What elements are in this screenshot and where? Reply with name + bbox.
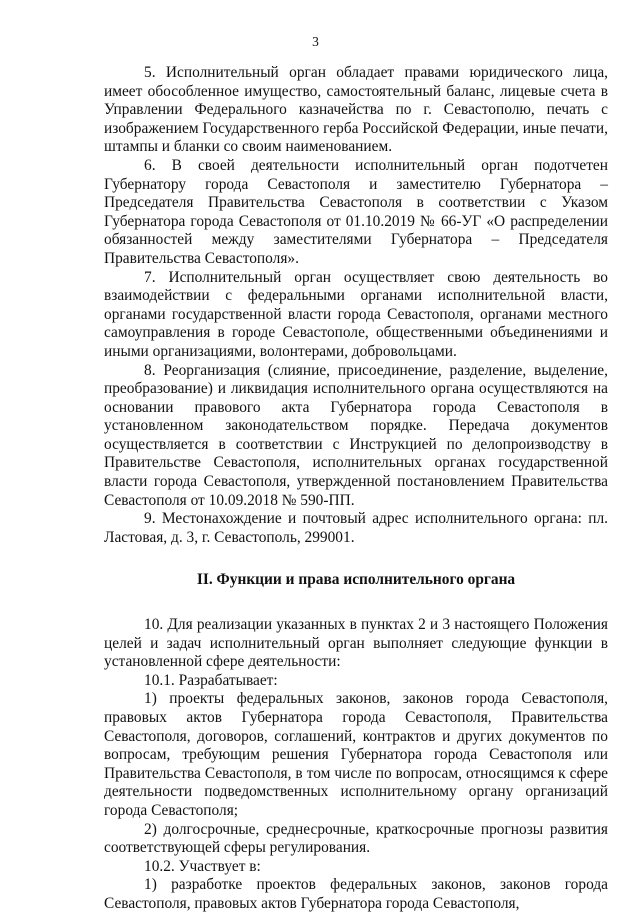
document-body: [104, 64, 608, 914]
page-number: 3: [312, 34, 319, 49]
paragraph-8: 8. Реорганизация (слияние, присоединение, разделение, выделение, преобразование) и ликвидация исполнительного органа осуществляются на основании правового акта Губернатора города Севастополя в установленном законодательством порядке. Передача документов осуществляется в соответствии с Инструкцией по делопроизводству в Правительстве Севастополя, исполнительных органах государственной власти города Севастополя, утвержденной постановлением Правительства Севастополя от 10.09.2018 № 590-ПП.: [104, 361, 608, 509]
item-10-1-2: 2) долгосрочные, среднесрочные, краткосрочные прогнозы развития соответствующей сферы регулирования.: [104, 820, 608, 857]
item-10-1-1: 1) проекты федеральных законов, законов города Севастополя, правовых актов Губернатора города Севастополя, Правительства Севастополя, договоров, соглашений, контрактов и других документов по вопросам, требующим решения Губернатора города Севастополя или Правительства Севастополя, в том числе по вопросам, относящимся к сфере деятельности подведомственных исполнительному органу организаций города Севастополя;: [104, 690, 608, 819]
paragraph-10: 10. Для реализации указанных в пунктах 2 и 3 настоящего Положения целей и задач исполнительный орган выполняет следующие функции в установленной сфере деятельности:: [104, 616, 608, 671]
paragraph-6: 6. В своей деятельности исполнительный орган подотчетен Губернатору города Севастополя и заместителю Губернатора – Председателя Правительства Севастополя в соответствии с Указом Губернатора города Севастополя от 01.10.2019 № 66-УГ «О распределении обязанностей между заместителями Губернатора – Председателя Правительства Севастополя».: [104, 156, 608, 267]
subsection-10-2: 10.2. Участвует в:: [144, 857, 261, 875]
paragraph-9: 9. Местонахождение и почтовый адрес исполнительного органа: пл. Ластовая, д. 3, г. Севастополь, 299001.: [104, 510, 608, 546]
paragraph-7: 7. Исполнительный орган осуществляет свою деятельность во взаимодействии с федеральными органами исполнительной власти, органами государственной власти города Севастополя, органами местного самоуправления в городе Севастополе, общественными объединениями и иными организациями, волонтерами, добровольцами.: [104, 268, 608, 360]
subsection-10-1: 10.1. Разрабатывает:: [144, 671, 278, 689]
paragraph-5: 5. Исполнительный орган обладает правами юридического лица, имеет обособленное имущество, самостоятельный баланс, лицевые счета в Управлении Федерального казначейства по г. Севастополю, печать с изображением Государственного герба Российской Федерации, иные печати, штампы и бланки со своим наименованием.: [104, 64, 608, 156]
item-10-2-1: 1) разработке проектов федеральных законов, законов города Севастополя, правовых актов Губернатора города Севастополя,: [104, 876, 608, 912]
section-heading: II. Функции и права исполнительного органа: [196, 571, 516, 589]
